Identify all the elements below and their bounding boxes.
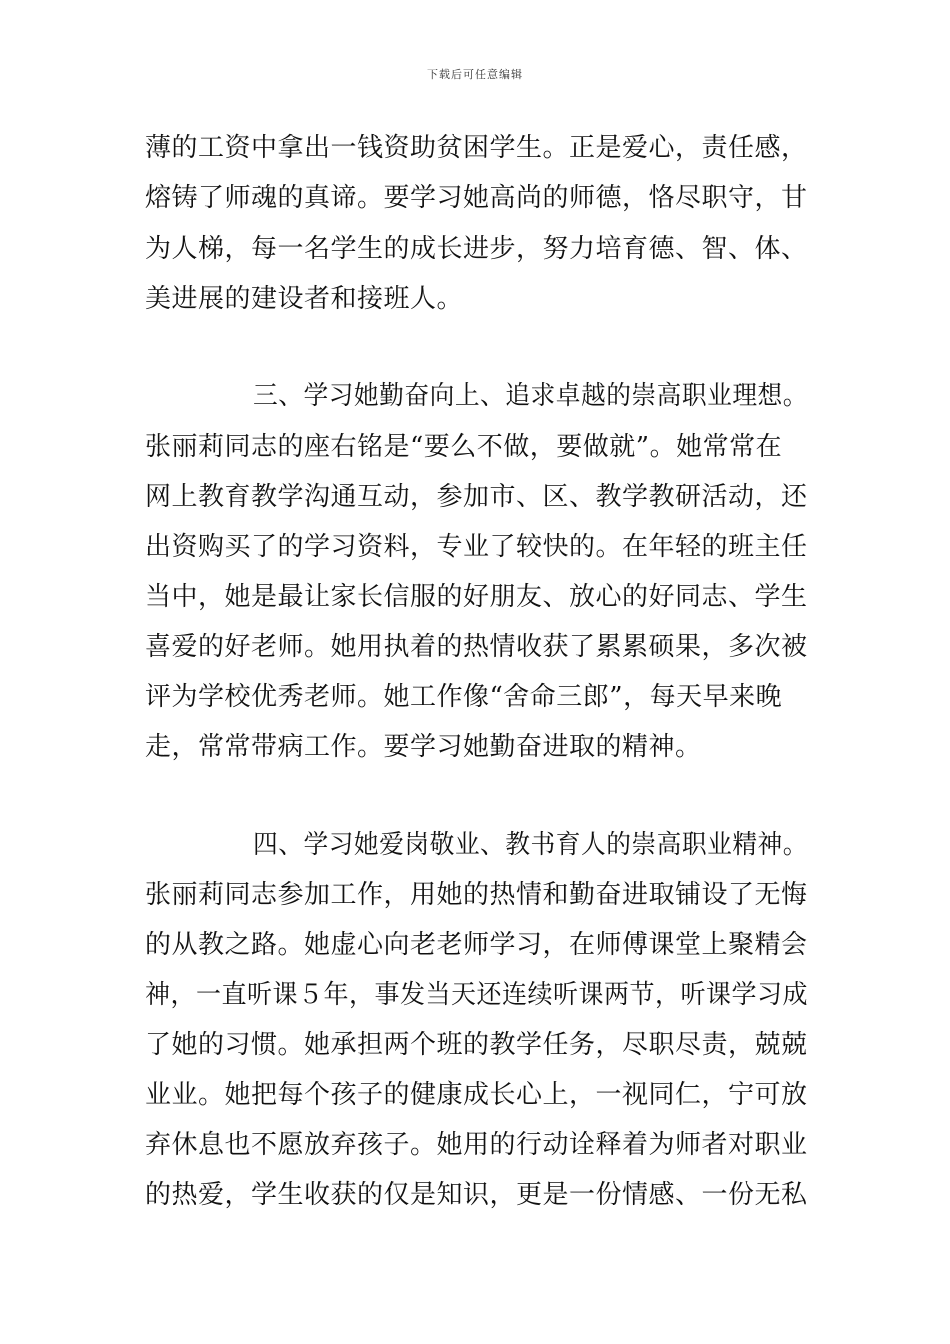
paragraph-line: 张丽莉同志参加工作，用她的热情和勤奋进取铺设了无悔 [145,880,808,910]
paragraph-line: 为人梯，每一名学生的成长进步，努力培育德、智、体、 [145,234,808,264]
paragraph-line: 的热爱，学生收获的仅是知识，更是一份情感、一份无私 [145,1180,808,1210]
paragraph-line: 喜爱的好老师。她用执着的热情收获了累累硕果，多次被 [145,632,808,662]
paragraph-line: 网上教育教学沟通互动，参加市、区、教学教研活动，还 [145,482,808,512]
paragraph-line: 当中，她是最让家长信服的好朋友、放心的好同志、学生 [145,582,808,612]
paragraph-line: 的从教之路。她虚心向老老师学习，在师傅课堂上聚精会 [145,930,808,960]
paragraph-line: 薄的工资中拿出一钱资助贫困学生。正是爱心，责任感， [145,133,808,163]
paragraph-line: 熔铸了师魂的真谛。要学习她高尚的师德，恪尽职守，甘 [145,183,808,213]
section-heading: 四、学习她爱岗敬业、教书育人的崇高职业精神。 [253,830,809,860]
paragraph-line: 评为学校优秀老师。她工作像“舍命三郎”，每天早来晚 [145,682,783,712]
paragraph-line: 张丽莉同志的座右铭是“要么不做，要做就”。她常常在 [145,432,783,462]
paragraph-line: 美进展的建设者和接班人。 [145,284,464,314]
paragraph-line: 出资购买了的学习资料，专业了较快的。在年轻的班主任 [145,532,808,562]
page-header: 下载后可任意编辑 [427,68,523,81]
paragraph-line: 神，一直听课５年，事发当天还连续听课两节，听课学习成 [145,980,809,1010]
section-heading: 三、学习她勤奋向上、追求卓越的崇高职业理想。 [253,381,809,411]
paragraph-line: 了她的习惯。她承担两个班的教学任务，尽职尽责，兢兢 [145,1030,808,1060]
paragraph-line: 弃休息也不愿放弃孩子。她用的行动诠释着为师者对职业 [145,1130,808,1160]
paragraph-line: 业业。她把每个孩子的健康成长心上，一视同仁，宁可放 [145,1080,808,1110]
paragraph-line: 走，常常带病工作。要学习她勤奋进取的精神。 [145,732,702,762]
